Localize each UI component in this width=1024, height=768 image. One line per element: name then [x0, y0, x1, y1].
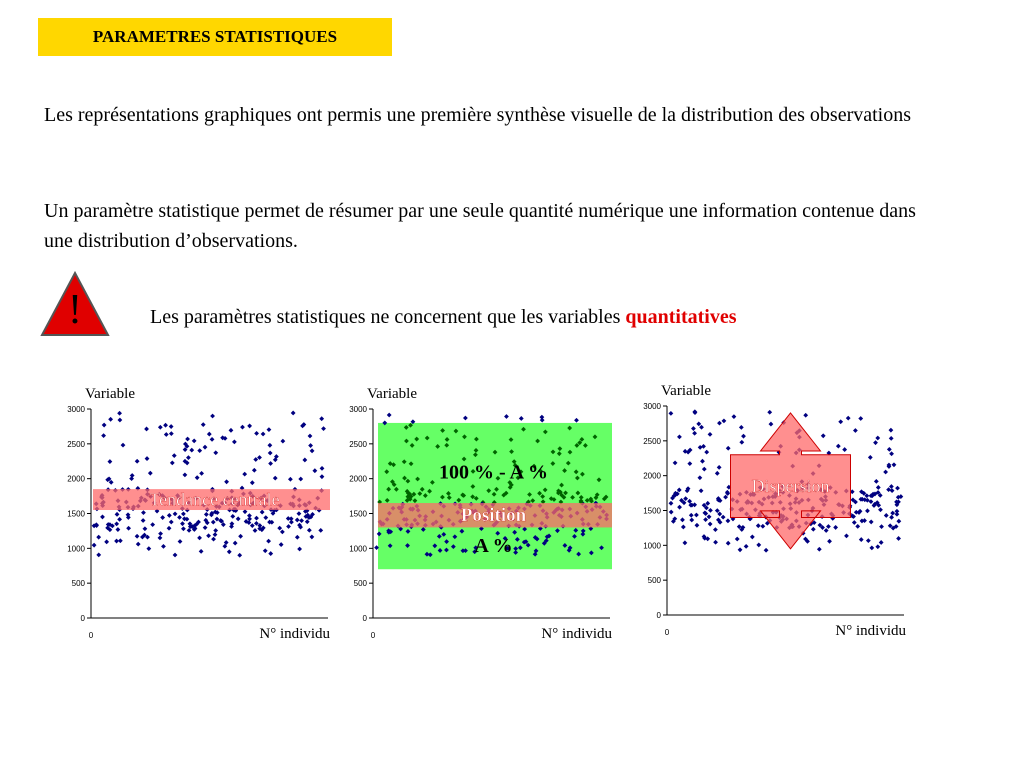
data-point — [574, 418, 579, 423]
data-point — [291, 411, 296, 416]
data-point — [869, 545, 874, 550]
x-tick-label: 0 — [664, 628, 670, 637]
data-point — [387, 413, 392, 418]
y-tick-label: 2500 — [349, 439, 367, 449]
data-point — [203, 445, 208, 450]
x-axis-label: N° individu — [541, 626, 612, 642]
data-point — [307, 528, 312, 533]
data-point — [177, 515, 182, 520]
x-axis-label: N° individu — [259, 626, 330, 642]
data-point — [879, 540, 884, 545]
x-tick-label: 0 — [88, 631, 94, 640]
data-point — [233, 541, 238, 546]
data-point — [211, 520, 216, 525]
data-point — [148, 471, 153, 476]
data-point — [836, 444, 841, 449]
data-point — [213, 532, 218, 537]
data-point — [722, 418, 727, 423]
y-tick-label: 1500 — [349, 509, 367, 519]
data-point — [158, 425, 163, 430]
data-point — [692, 431, 697, 436]
data-point — [308, 443, 313, 448]
data-point — [230, 514, 235, 519]
data-point — [257, 455, 262, 460]
data-point — [769, 422, 774, 427]
data-point — [886, 487, 891, 492]
y-tick-label: 2000 — [643, 471, 661, 481]
data-point — [895, 509, 900, 514]
data-point — [114, 539, 119, 544]
data-point — [884, 513, 889, 518]
data-point — [267, 443, 272, 448]
data-point — [827, 539, 832, 544]
data-point — [844, 534, 849, 539]
data-point — [254, 431, 259, 436]
data-point — [803, 413, 808, 418]
data-point — [707, 514, 712, 519]
data-point — [741, 434, 746, 439]
data-point — [158, 531, 163, 536]
y-tick-label: 500 — [353, 579, 367, 589]
data-point — [889, 484, 894, 489]
data-point — [756, 523, 761, 528]
note-text — [150, 306, 737, 329]
data-point — [539, 415, 544, 420]
data-point — [92, 543, 97, 548]
data-point — [237, 553, 242, 558]
data-point — [286, 516, 291, 521]
data-point — [853, 428, 858, 433]
y-axis-label: Variable — [367, 386, 417, 402]
data-point — [699, 488, 704, 493]
data-point — [295, 535, 300, 540]
data-point — [295, 518, 300, 523]
data-point — [164, 432, 169, 437]
data-point — [143, 526, 148, 531]
data-point — [261, 432, 266, 437]
data-point — [677, 488, 682, 493]
data-point — [318, 528, 323, 533]
y-tick-label: 0 — [362, 614, 367, 623]
data-point — [160, 515, 165, 520]
data-point — [210, 414, 215, 419]
data-point — [767, 410, 772, 415]
data-point — [163, 423, 168, 428]
data-point — [141, 510, 146, 515]
data-point — [199, 471, 204, 476]
data-point — [186, 455, 191, 460]
data-point — [169, 431, 174, 436]
data-point — [895, 486, 900, 491]
data-point — [130, 473, 135, 478]
data-point — [760, 524, 765, 529]
data-point — [308, 434, 313, 439]
data-point — [158, 535, 163, 540]
data-point — [183, 472, 188, 477]
data-point — [96, 552, 101, 557]
y-tick-label: 1000 — [643, 541, 661, 551]
overlay-inner-label: A % — [474, 534, 513, 557]
data-point — [252, 468, 257, 473]
data-point — [680, 517, 685, 522]
data-point — [213, 528, 218, 533]
data-point — [126, 526, 131, 531]
note-prefix: Les paramètres statistiques ne concernent que les variables — [150, 306, 626, 328]
data-point — [102, 423, 107, 428]
data-point — [178, 539, 183, 544]
data-point — [180, 521, 185, 526]
data-point — [887, 447, 892, 452]
data-point — [855, 524, 860, 529]
data-point — [708, 522, 713, 527]
data-point — [889, 436, 894, 441]
data-point — [896, 519, 901, 524]
data-point — [692, 409, 697, 414]
data-point — [312, 468, 317, 473]
data-point — [691, 426, 696, 431]
y-tick-label: 3000 — [349, 405, 367, 414]
data-point — [673, 461, 678, 466]
y-tick-label: 2000 — [67, 474, 85, 484]
data-point — [726, 518, 731, 523]
data-point — [297, 511, 302, 516]
data-point — [826, 524, 831, 529]
y-tick-label: 1500 — [643, 506, 661, 516]
data-point — [204, 512, 209, 517]
overlay-label: Dispersion — [751, 476, 830, 497]
data-point — [173, 553, 178, 558]
data-point — [199, 549, 204, 554]
data-point — [185, 437, 190, 442]
data-point — [703, 517, 708, 522]
y-tick-label: 500 — [71, 579, 85, 589]
data-point — [173, 511, 178, 516]
data-point — [875, 544, 880, 549]
page-title: PARAMETRES STATISTIQUES — [38, 18, 392, 56]
y-tick-label: 2500 — [67, 439, 85, 449]
data-point — [187, 528, 192, 533]
data-point — [169, 424, 174, 429]
data-point — [104, 539, 109, 544]
data-point — [687, 499, 692, 504]
chart-position — [342, 380, 632, 650]
data-point — [117, 418, 122, 423]
overlay-position-label: Position — [460, 505, 527, 527]
y-tick-label: 1000 — [349, 544, 367, 554]
data-point — [117, 411, 122, 416]
data-point — [299, 518, 304, 523]
data-point — [169, 520, 174, 525]
data-point — [141, 518, 146, 523]
overlay-label: Tendance centrale — [149, 489, 280, 510]
data-point — [866, 538, 871, 543]
data-point — [302, 458, 307, 463]
data-point — [875, 436, 880, 441]
data-point — [273, 476, 278, 481]
data-point — [224, 479, 229, 484]
data-point — [280, 529, 285, 534]
data-point — [700, 459, 705, 464]
chart-central-tendency — [60, 380, 350, 650]
data-point — [699, 425, 704, 430]
data-point — [260, 510, 265, 515]
data-point — [694, 513, 699, 518]
data-point — [254, 516, 259, 521]
data-point — [263, 515, 268, 520]
data-point — [172, 453, 177, 458]
data-point — [136, 542, 141, 547]
data-point — [135, 459, 140, 464]
data-point — [817, 547, 822, 552]
data-point — [852, 520, 857, 525]
data-point — [227, 549, 232, 554]
data-point — [268, 451, 273, 456]
data-point — [253, 457, 258, 462]
data-point — [879, 524, 884, 529]
data-point — [865, 508, 870, 513]
data-point — [310, 448, 315, 453]
data-point — [115, 527, 120, 532]
data-point — [268, 551, 273, 556]
data-point — [892, 462, 897, 467]
y-tick-label: 500 — [647, 576, 661, 586]
data-point — [704, 450, 709, 455]
data-point — [213, 450, 218, 455]
data-point — [721, 515, 726, 520]
data-point — [240, 425, 245, 430]
data-point — [267, 427, 272, 432]
x-axis-label: N° individu — [835, 623, 906, 639]
data-point — [211, 537, 216, 542]
y-tick-label: 1000 — [67, 544, 85, 554]
data-point — [668, 411, 673, 416]
data-point — [268, 461, 273, 466]
data-point — [118, 538, 123, 543]
data-point — [266, 539, 271, 544]
data-point — [873, 440, 878, 445]
data-point — [263, 548, 268, 553]
data-point — [677, 434, 682, 439]
data-point — [298, 477, 303, 482]
data-point — [250, 480, 255, 485]
data-point — [717, 421, 722, 426]
y-tick-label: 2000 — [349, 474, 367, 484]
data-point — [96, 535, 101, 540]
data-point — [150, 522, 155, 527]
data-point — [232, 439, 237, 444]
data-point — [833, 525, 838, 530]
data-point — [289, 520, 294, 525]
y-tick-label: 3000 — [67, 405, 85, 414]
data-point — [890, 511, 895, 516]
data-point — [463, 416, 468, 421]
data-point — [504, 414, 509, 419]
chart-dispersion — [636, 377, 926, 647]
data-point — [206, 533, 211, 538]
y-tick-label: 0 — [656, 611, 661, 620]
data-point — [135, 534, 140, 539]
data-point — [146, 546, 151, 551]
data-point — [717, 465, 722, 470]
data-point — [764, 548, 769, 553]
y-tick-label: 1500 — [67, 509, 85, 519]
data-point — [744, 544, 749, 549]
data-point — [821, 433, 826, 438]
data-point — [229, 428, 234, 433]
data-point — [876, 485, 881, 490]
y-axis-label: Variable — [85, 386, 135, 402]
data-point — [305, 519, 310, 524]
data-point — [868, 455, 873, 460]
data-point — [669, 501, 674, 506]
data-point — [696, 422, 701, 427]
data-point — [756, 543, 761, 548]
data-point — [708, 432, 713, 437]
data-point — [842, 447, 847, 452]
warning-symbol: ! — [68, 287, 82, 333]
data-point — [858, 416, 863, 421]
data-point — [167, 513, 172, 518]
data-point — [247, 517, 252, 522]
data-point — [247, 424, 252, 429]
overlay-outer-label: 100 % - A % — [439, 461, 548, 484]
data-point — [732, 414, 737, 419]
warning-icon — [40, 271, 110, 337]
data-point — [288, 477, 293, 482]
data-point — [726, 541, 731, 546]
data-point — [203, 525, 208, 530]
data-point — [236, 516, 241, 521]
data-point — [713, 540, 718, 545]
data-point — [889, 451, 894, 456]
data-point — [195, 475, 200, 480]
data-point — [320, 466, 325, 471]
data-point — [144, 427, 149, 432]
data-point — [878, 507, 883, 512]
data-point — [677, 505, 682, 510]
data-point — [824, 528, 829, 533]
data-point — [713, 527, 718, 532]
data-point — [145, 456, 150, 461]
data-point — [181, 511, 186, 516]
data-point — [242, 472, 247, 477]
data-point — [695, 523, 700, 528]
data-point — [669, 510, 674, 515]
data-point — [874, 479, 879, 484]
data-point — [883, 470, 888, 475]
data-point — [708, 508, 713, 513]
definition-paragraph: Un paramètre statistique permet de résumer par une seule quantité numérique une information contenue dans une distribution d’observations. — [44, 200, 916, 252]
data-point — [107, 459, 112, 464]
data-point — [309, 535, 314, 540]
data-point — [192, 439, 197, 444]
data-point — [735, 537, 740, 542]
data-point — [838, 419, 843, 424]
data-point — [279, 542, 284, 547]
data-point — [519, 416, 524, 421]
data-point — [167, 526, 172, 531]
data-point — [210, 437, 215, 442]
data-point — [715, 471, 720, 476]
data-point — [739, 440, 744, 445]
y-tick-label: 2500 — [643, 436, 661, 446]
data-point — [250, 523, 255, 528]
data-point — [170, 461, 175, 466]
data-point — [161, 544, 166, 549]
data-point — [738, 547, 743, 552]
data-point — [115, 512, 120, 517]
data-point — [101, 433, 106, 438]
data-point — [197, 448, 202, 453]
data-point — [859, 537, 864, 542]
data-point — [321, 426, 326, 431]
data-point — [726, 446, 731, 451]
y-tick-label: 0 — [80, 614, 85, 623]
data-point — [319, 416, 324, 421]
data-point — [280, 439, 285, 444]
data-point — [297, 547, 302, 552]
y-tick-label: 3000 — [643, 402, 661, 411]
data-point — [238, 534, 243, 539]
data-point — [890, 488, 895, 493]
note-highlight: quantitatives — [625, 306, 737, 328]
data-point — [750, 535, 755, 540]
data-point — [846, 416, 851, 421]
intro-paragraph: Les représentations graphiques ont permis une première synthèse visuelle de la distribution des observations — [44, 104, 912, 126]
data-point — [889, 515, 894, 520]
data-point — [108, 417, 113, 422]
data-point — [896, 536, 901, 541]
data-point — [197, 535, 202, 540]
data-point — [689, 518, 694, 523]
data-point — [117, 517, 122, 522]
data-point — [869, 520, 874, 525]
data-point — [277, 526, 282, 531]
data-point — [286, 524, 291, 529]
data-point — [121, 443, 126, 448]
data-point — [114, 521, 119, 526]
y-axis-label: Variable — [661, 383, 711, 399]
data-point — [189, 448, 194, 453]
data-point — [702, 467, 707, 472]
data-point — [811, 527, 816, 532]
data-point — [689, 513, 694, 518]
data-point — [739, 425, 744, 430]
data-point — [682, 540, 687, 545]
data-point — [697, 475, 702, 480]
data-point — [253, 528, 258, 533]
data-point — [687, 461, 692, 466]
data-point — [320, 474, 325, 479]
data-point — [201, 422, 206, 427]
data-point — [100, 515, 105, 520]
data-point — [681, 525, 686, 530]
data-point — [889, 428, 894, 433]
data-point — [207, 432, 212, 437]
x-tick-label: 0 — [370, 631, 376, 640]
data-point — [181, 526, 186, 531]
data-point — [683, 496, 688, 501]
